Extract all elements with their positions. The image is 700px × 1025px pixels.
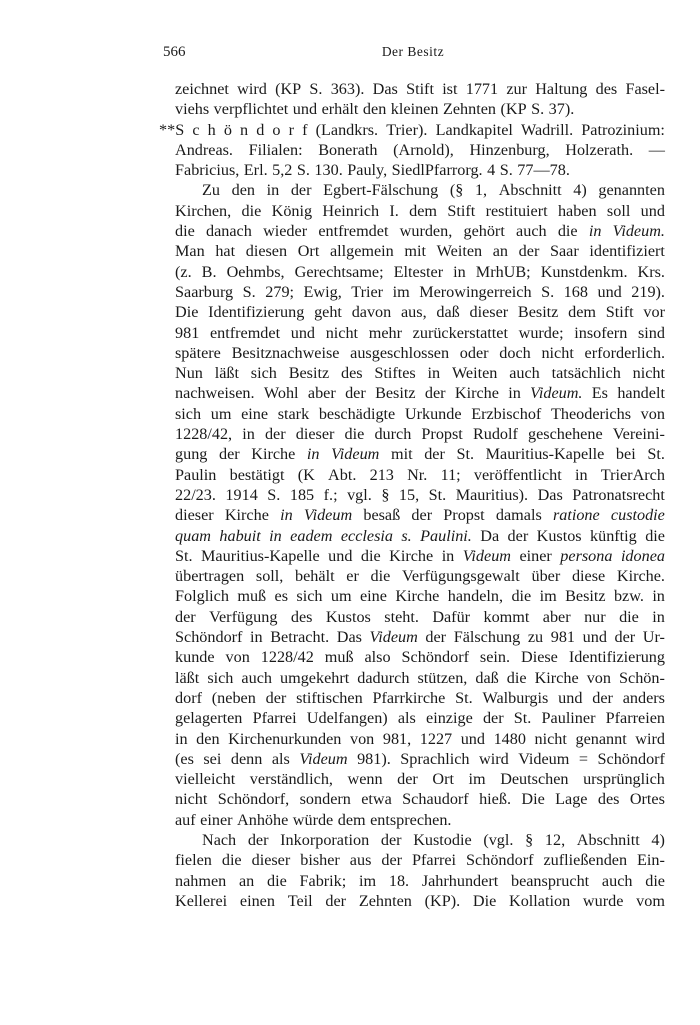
text-line: die danach wieder entfremdet wurden, gehört auch die in Videum. xyxy=(175,222,665,241)
text-line: Nach der Inkorporation der Kustodie (vgl. § 12, Abschnitt 4) xyxy=(202,830,665,849)
text-line: Nun läßt sich Besitz des Stiftes in Weiten auch tatsächlich nicht xyxy=(175,364,665,383)
text-line: übertragen soll, behält er die Verfügungsgewalt über diese Kirche. xyxy=(175,567,665,586)
text-line: Fabricius, Erl. 5,2 S. 130. Pauly, SiedlPfarrorg. 4 S. 77—78. xyxy=(175,161,570,180)
text-line: Andreas. Filialen: Bonerath (Arnold), Hinzenburg, Holzerath. — xyxy=(175,140,665,159)
text-line: 981 entfremdet und nicht mehr zurückerstattet wurde; insofern sind xyxy=(175,323,665,342)
text-line: gelagerten Pfarrei Udelfangen) als einzige der St. Pauliner Pfarreien xyxy=(175,709,665,728)
text-line: läßt sich auch umgekehrt dadurch stützen, daß die Kirche von Schön- xyxy=(175,668,665,687)
text-line: nachweisen. Wohl aber der Besitz der Kirche in Videum. Es handelt xyxy=(175,384,665,403)
text-line: (z. B. Oehmbs, Gerechtsame; Eltester in MrhUB; Kunstdenkm. Krs. xyxy=(175,262,665,281)
text-line: Saarburg S. 279; Ewig, Trier im Merowingerreich S. 168 und 219). xyxy=(175,282,665,301)
text-line: zeichnet wird (KP S. 363). Das Stift ist 1771 zur Haltung des Fasel- xyxy=(175,80,665,98)
text-line: **S c h ö n d o r f (Landkrs. Trier). Landkapitel Wadrill. Patrozinium: xyxy=(159,120,665,139)
text-line: fielen die dieser bisher aus der Pfarrei Schöndorf zufließenden Ein- xyxy=(175,851,665,870)
text-line: 1228/42, in der dieser die durch Propst Rudolf geschehene Vereini- xyxy=(175,425,665,444)
text-line: nicht Schöndorf, sondern etwa Schaudorf hieß. Die Lage des Ortes xyxy=(175,790,665,809)
text-line: 22/23. 1914 S. 185 f.; vgl. § 15, St. Mauritius). Das Patronatsrecht xyxy=(175,485,665,504)
text-line: Kirchen, die König Heinrich I. dem Stift restituiert haben soll und xyxy=(175,201,665,220)
text-line: viehs verpflichtet und erhält den kleinen Zehnten (KP S. 37). xyxy=(175,100,575,119)
page-header xyxy=(163,44,663,64)
text-line: nahmen an die Fabrik; im 18. Jahrhundert beansprucht auch die xyxy=(175,871,665,890)
text-line: quam habuit in eadem ecclesia s. Paulini. Da der Kustos künftig die xyxy=(175,526,665,545)
text-line: Die Identifizierung geht davon aus, daß dieser Besitz dem Stift vor xyxy=(175,303,665,322)
text-line: sich um eine stark beschädigte Urkunde Erzbischof Theoderichs von xyxy=(175,404,665,423)
text-line: der Verfügung des Kustos steht. Dafür kommt aber nur die in xyxy=(175,607,665,626)
text-line: Zu den in der Egbert-Fälschung (§ 1, Abschnitt 4) genannten xyxy=(202,181,665,200)
text-line: Man hat diesen Ort allgemein mit Weiten an der Saar identifiziert xyxy=(175,242,665,261)
text-line: gung der Kirche in Videum mit der St. Mauritius-Kapelle bei St. xyxy=(175,445,665,464)
text-line: kunde von 1228/42 muß also Schöndorf sein. Diese Identifizierung xyxy=(175,648,665,667)
text-line: St. Mauritius-Kapelle und die Kirche in Videum einer persona idonea xyxy=(175,546,665,565)
text-line: dieser Kirche in Videum besaß der Propst damals ratione custodie xyxy=(175,506,665,525)
text-line: spätere Besitznachweise ausgeschlossen oder doch nicht erforderlich. xyxy=(175,343,665,362)
running-head: Der Besitz xyxy=(381,44,445,59)
text-line: Schöndorf in Betracht. Das Videum der Fälschung zu 981 und der Ur- xyxy=(175,628,665,647)
page-number: 566 xyxy=(163,44,186,60)
body-text xyxy=(159,79,665,911)
text-line: dorf (neben der stiftischen Pfarrkirche St. Walburgis und der anders xyxy=(175,688,665,707)
text-line: auf einer Anhöhe würde dem entsprechen. xyxy=(175,810,452,829)
text-line: Kellerei einen Teil der Zehnten (KP). Die Kollation wurde vom xyxy=(175,891,665,910)
text-line: Folglich muß es sich um eine Kirche handeln, die im Besitz bzw. in xyxy=(175,587,665,606)
text-line: vielleicht verständlich, wenn der Ort im Deutschen ursprünglich xyxy=(175,770,665,789)
text-line: Paulin bestätigt (K Abt. 213 Nr. 11; veröffentlicht in TrierArch xyxy=(175,465,665,484)
text-line: in den Kirchenurkunden von 981, 1227 und 1480 nicht genannt wird xyxy=(175,729,665,748)
text-line: (es sei denn als Videum 981). Sprachlich wird Videum = Schöndorf xyxy=(175,749,665,768)
